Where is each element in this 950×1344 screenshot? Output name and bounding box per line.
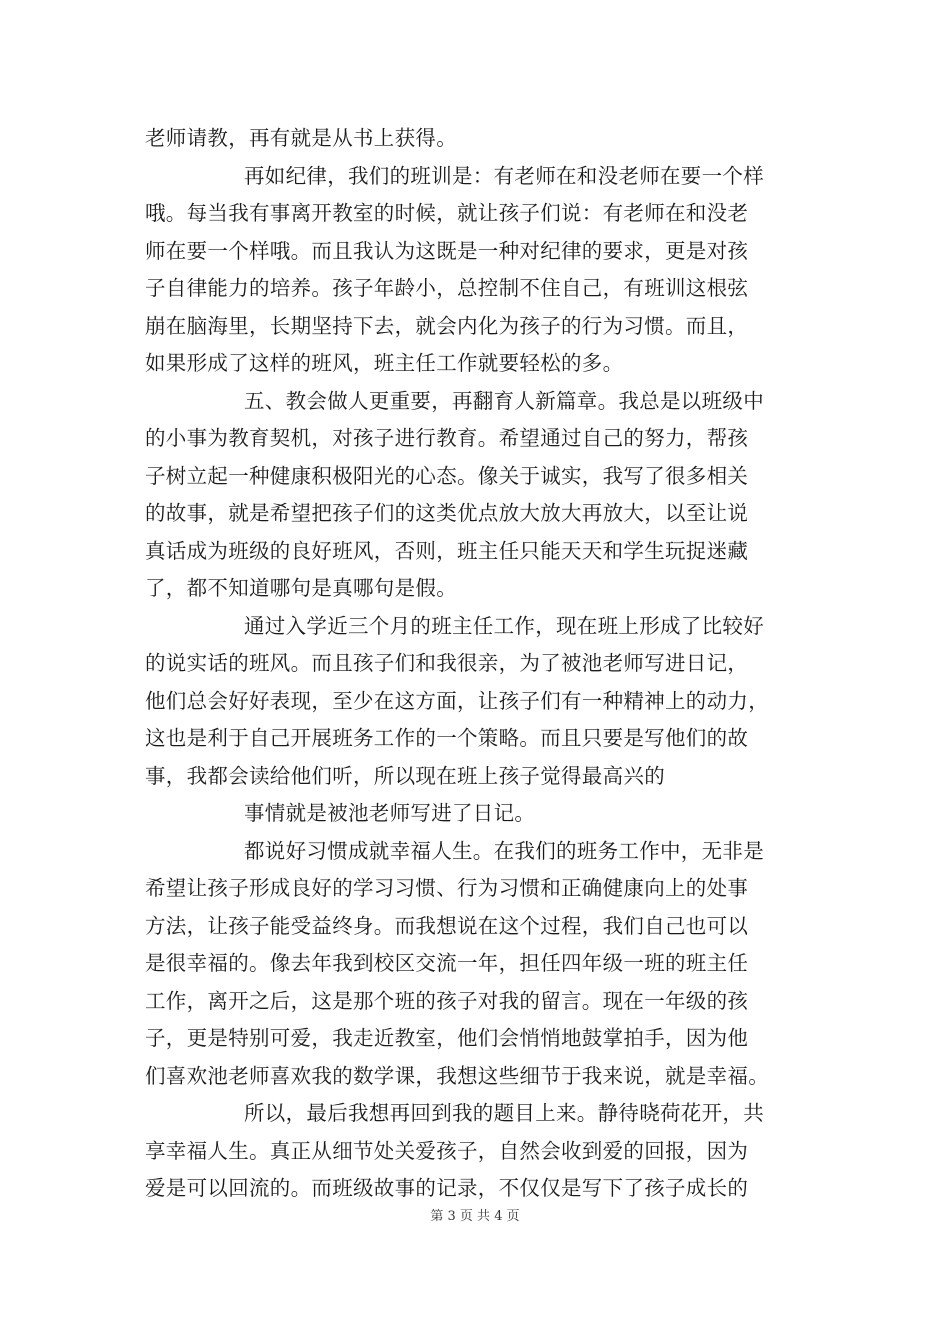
page-footer: 第 3 页 共 4 页 [430,1209,520,1224]
text-line: 所以，最后我想再回到我的题目上来。静待晓荷花开，共 [244,1101,764,1125]
paragraph [145,1095,810,1208]
text-line: 再如纪律，我们的班训是：有老师在和没老师在要一个样 [244,163,764,188]
text-line: 子，更是特别可爱，我走近教室，他们会悄悄地鼓掌拍手，因为他 [145,1026,749,1050]
text-line: 哦。每当我有事离开教室的时候，就让孩子们说：有老师在和没老 [145,201,749,225]
text-line: 是很幸福的。像去年我到校区交流一年，担任四年级一班的班主任 [145,951,749,975]
text-line: 老师请教，再有就是从书上获得。 [145,126,457,150]
text-line: 事情就是被池老师写进了日记。 [244,801,536,825]
text-line: 如果形成了这样的班风，班主任工作就要轻松的多。 [145,351,624,375]
text-line: 工作，离开之后，这是那个班的孩子对我的留言。现在一年级的孩 [145,988,749,1013]
text-line: 希望让孩子形成良好的学习习惯、行为习惯和正确健康向上的处事 [145,876,749,900]
text-line: 的说实话的班风。而且孩子们和我很亲，为了被池老师写进日记， [145,651,749,675]
text-line: 崩在脑海里，长期坚持下去，就会内化为孩子的行为习惯。而且， [145,313,749,338]
text-line: 五、教会做人更重要，再翻育人新篇章。我总是以班级中 [244,388,764,413]
text-line: 这也是利于自己开展班务工作的一个策略。而且只要是写他们的故 [145,726,749,750]
paragraph [145,833,810,1096]
text-line: 真话成为班级的良好班风，否则，班主任只能天天和学生玩捉迷藏 [145,538,749,563]
text-line: 事，我都会读给他们听，所以现在班上孩子觉得最高兴的 [145,763,665,788]
body-text [145,120,810,1208]
paragraph [145,795,810,833]
text-line: 的小事为教育契机，对孩子进行教育。希望通过自己的努力，帮孩 [145,426,749,450]
paragraph [145,608,810,796]
text-line: 通过入学近三个月的班主任工作，现在班上形成了比较好 [244,613,764,638]
text-line: 方法，让孩子能受益终身。而我想说在这个过程，我们自己也可以 [145,913,749,938]
text-line: 都说好习惯成就幸福人生。在我们的班务工作中，无非是 [244,838,764,863]
text-line: 子树立起一种健康积极阳光的心态。像关于诚实，我写了很多相关 [145,463,749,488]
text-line: 享幸福人生。真正从细节处关爱孩子，自然会收到爱的回报，因为 [145,1138,749,1163]
paragraph [145,158,810,383]
text-line: 们喜欢池老师喜欢我的数学课，我想这些细节于我来说，就是幸福。 [145,1063,769,1088]
text-line: 子自律能力的培养。孩子年龄小，总控制不住自己，有班训这根弦 [145,276,749,300]
paragraph [145,120,810,158]
text-line: 他们总会好好表现，至少在这方面，让孩子们有一种精神上的动力， [145,688,769,713]
text-line: 爱是可以回流的。而班级故事的记录，不仅仅是写下了孩子成长的 [145,1176,749,1200]
text-line: 了，都不知道哪句是真哪句是假。 [145,576,457,600]
text-line: 的故事，就是希望把孩子们的这类优点放大放大再放大，以至让说 [145,501,749,525]
text-line: 师在要一个样哦。而且我认为这既是一种对纪律的要求，更是对孩 [145,238,749,263]
paragraph [145,383,810,608]
